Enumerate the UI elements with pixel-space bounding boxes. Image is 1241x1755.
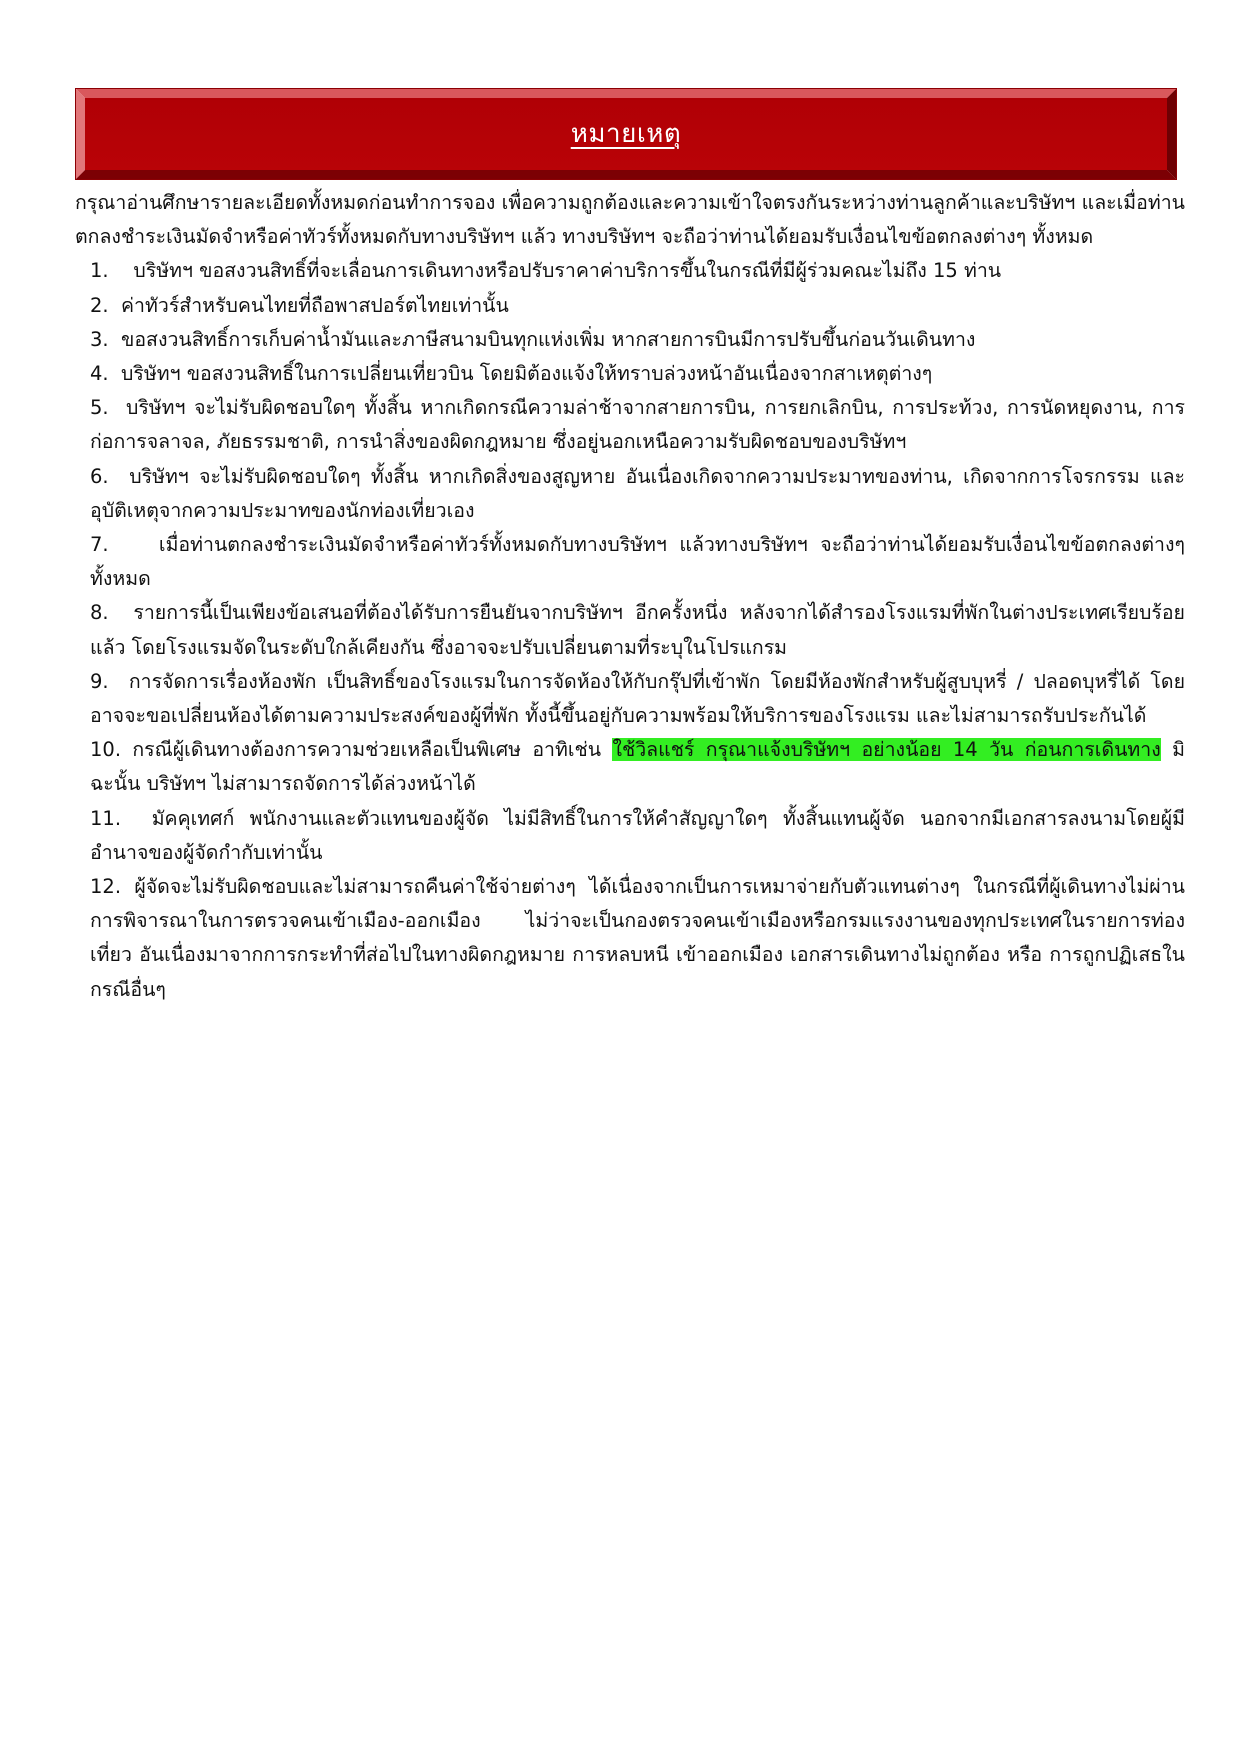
term-number: 11. <box>90 806 122 830</box>
term-text: การจัดการเรื่องห้องพัก เป็นสิทธิ์ของโรงแรมในการจัดห้องให้กับกรุ๊ปที่เข้าพัก โดยมีห้องพักสำหรับผู้สูบบุหรี่ / ปลอดบุหรี่ได้ โดยอาจจะขอเปลี่ยนห้องได้ตามความประสงค์ของผู้ที่พัก ทั้งนี้ขึ้นอยู่กับความพร้อมให้บริการของโรงแรม และไม่สามารถรับประกันได้ <box>90 669 1185 728</box>
term-number: 3. <box>90 327 109 351</box>
term-number: 8. <box>90 601 109 625</box>
term-text: มิฉะนั้น บริษัทฯ ไม่สามารถจัดการได้ล่วงหน้าได้ <box>90 738 1185 796</box>
term-item <box>90 802 1185 870</box>
term-text: บริษัทฯ จะไม่รับผิดชอบใดๆ ทั้งสิ้น หากเกิดกรณีความล่าช้าจากสายการบิน, การยกเลิกบิน, การประท้วง, การนัดหยุดงาน, การก่อการจลาจล, ภัยธรรมชาติ, การนำสิ่งของผิดกฎหมาย ซึ่งอยู่นอกเหนือความรับผิดชอบของบริษัทฯ <box>90 396 1185 454</box>
term-text: ค่าทัวร์สำหรับคนไทยที่ถือพาสปอร์ตไทยเท่านั้น <box>121 293 509 317</box>
term-text: กรณีผู้เดินทางต้องการความช่วยเหลือเป็นพิเศษ อาทิเช่น <box>132 738 602 762</box>
term-item <box>90 870 1185 1007</box>
page-title: หมายเหตุ <box>570 119 682 149</box>
term-text: ขอสงวนสิทธิ์การเก็บค่าน้ำมันและภาษีสนามบินทุกแห่งเพิ่ม หากสายการบินมีการปรับขึ้นก่อนวันเดินทาง <box>121 327 976 351</box>
term-item <box>90 357 1185 391</box>
term-text: ผู้จัดจะไม่รับผิดชอบและไม่สามารถคืนค่าใช้จ่ายต่างๆ ได้เนื่องจากเป็นการเหมาจ่ายกับตัวแทนต่างๆ ในกรณีที่ผู้เดินทางไม่ผ่านการพิจารณาในการตรวจคนเข้าเมือง-ออกเมือง ไม่ว่าจะเป็นกองตรวจคนเข้าเมืองหรือกรมแรงงานของทุกประเทศในรายการท่องเที่ยว อันเนื่องมาจากการกระทำที่ส่อไปในทางผิดกฎหมาย การหลบหนี เข้าออกเมือง เอกสารเดินทางไม่ถูกต้อง หรือ การถูกปฏิเสธในกรณีอื่นๆ <box>90 875 1186 1001</box>
term-item <box>90 254 1185 288</box>
term-number: 12. <box>90 875 122 899</box>
highlighted-notice: ใช้วิลแชร์ กรุณาแจ้งบริษัทฯ อย่างน้อย 14 วัน ก่อนการเดินทาง <box>612 738 1161 762</box>
intro-paragraph: กรุณาอ่านศึกษารายละเอียดทั้งหมดก่อนทำการจอง เพื่อความถูกต้องและความเข้าใจตรงกันระหว่างท่านลูกค้าและบริษัทฯ และเมื่อท่านตกลงชำระเงินมัดจำหรือค่าทัวร์ทั้งหมดกับทางบริษัทฯ แล้ว ทางบริษัทฯ จะถือว่าท่านได้ยอมรับเงื่อนไขข้อตกลงต่างๆ ทั้งหมด <box>75 191 1185 249</box>
term-item <box>90 733 1185 801</box>
term-text: เมื่อท่านตกลงชำระเงินมัดจำหรือค่าทัวร์ทั้งหมดกับทางบริษัทฯ แล้วทางบริษัทฯ จะถือว่าท่านได้ยอมรับเงื่อนไขข้อตกลงต่างๆ ทั้งหมด <box>90 533 1185 591</box>
term-number: 4. <box>90 362 109 386</box>
term-number: 9. <box>90 669 109 693</box>
term-item <box>90 323 1185 357</box>
terms-list <box>75 254 1185 1006</box>
term-number: 6. <box>90 464 109 488</box>
term-number: 5. <box>90 396 109 420</box>
term-item <box>90 460 1185 528</box>
term-text: มัคคุเทศก์ พนักงานและตัวแทนของผู้จัด ไม่มีสิทธิ์ในการให้คำสัญญาใดๆ ทั้งสิ้นแทนผู้จัด นอกจากมีเอกสารลงนามโดยผู้มีอำนาจของผู้จัดกำกับเท่านั้น <box>90 806 1186 864</box>
term-number: 7. <box>90 533 109 557</box>
term-number: 10. <box>90 738 122 762</box>
term-text: บริษัทฯ ขอสงวนสิทธิ์ในการเปลี่ยนเที่ยวบิน โดยมิต้องแจ้งให้ทราบล่วงหน้าอันเนื่องจากสาเหตุต่างๆ <box>121 362 933 386</box>
term-item <box>90 596 1185 664</box>
remarks-banner <box>75 88 1177 180</box>
remarks-content <box>75 186 1185 1007</box>
term-item <box>90 289 1185 323</box>
term-item <box>90 391 1185 459</box>
term-text: บริษัทฯ ขอสงวนสิทธิ์ที่จะเลื่อนการเดินทางหรือปรับราคาค่าบริการขึ้นในกรณีที่มีผู้ร่วมคณะไม่ถึง 15 ท่าน <box>133 259 1002 283</box>
term-text: รายการนี้เป็นเพียงข้อเสนอที่ต้องได้รับการยืนยันจากบริษัทฯ อีกครั้งหนึ่ง หลังจากได้สำรองโรงแรมที่พักในต่างประเทศเรียบร้อยแล้ว โดยโรงแรมจัดในระดับใกล้เคียงกัน ซึ่งอาจจะปรับเปลี่ยนตามที่ระบุในโปรแกรม <box>90 601 1185 659</box>
term-text: บริษัทฯ จะไม่รับผิดชอบใดๆ ทั้งสิ้น หากเกิดสิ่งของสูญหาย อันเนื่องเกิดจากความประมาทของท่าน, เกิดจากการโจรกรรม และ อุบัติเหตุจากความประมาทของนักท่องเที่ยวเอง <box>90 464 1185 522</box>
term-item <box>90 528 1185 596</box>
term-number: 2. <box>90 293 109 317</box>
term-item <box>90 665 1185 733</box>
term-number: 1. <box>90 259 109 283</box>
